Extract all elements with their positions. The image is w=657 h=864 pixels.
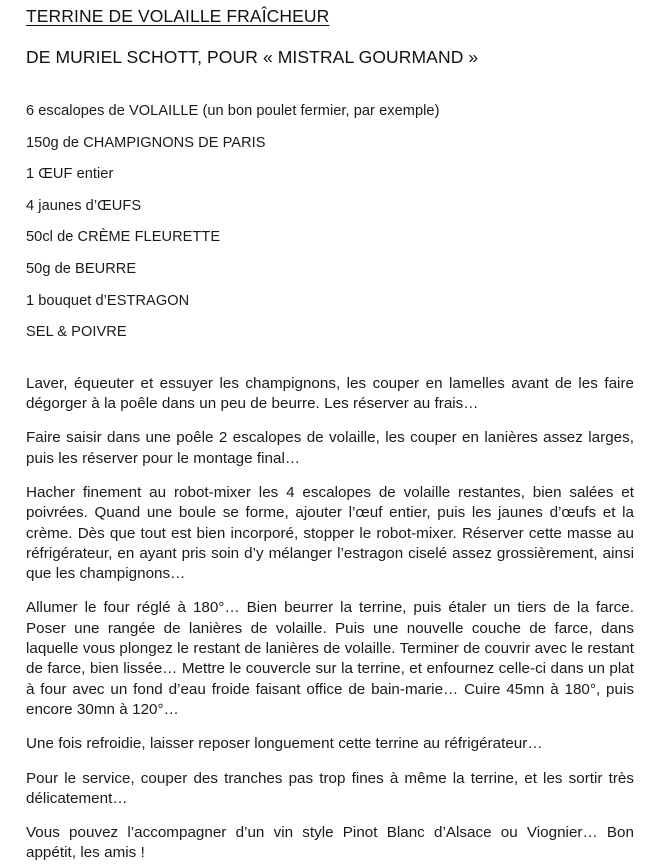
- list-item: 50g de BEURRE: [26, 260, 137, 277]
- list-item: 1 bouquet d’ESTRAGON: [26, 292, 190, 309]
- instruction-paragraph: Une fois refroidie, laisser reposer longuement cette terrine au réfrigérateur…: [26, 735, 543, 753]
- page-title: [26, 8, 634, 26]
- list-item: 1 ŒUF entier: [26, 166, 114, 183]
- list-item: 150g de CHAMPIGNONS DE PARIS: [26, 134, 266, 151]
- page-title-text: TERRINE DE VOLAILLE FRAÎCHEUR: [26, 6, 330, 26]
- instruction-paragraph: Faire saisir dans une poêle 2 escalopes de volaille, les couper en lanières assez larges, puis les réserver pour le montage final…: [26, 429, 634, 467]
- instruction-paragraph: Allumer le four réglé à 180°… Bien beurrer la terrine, puis étaler un tiers de la farce. Poser une rangée de lanières de volaille. Puis une nouvelle couche de farce, dans laquelle vous plongez le restant de lanières de volaille. Terminer de couvrir avec le restant de farce, bien lissée… Mettre le couvercle sur la terrine, et enfournez celle-ci dans un plat à four avec un fond d’eau froide faisant office de bain-marie… Cuire 45mn à 180°, puis encore 30mn à 120°…: [26, 599, 634, 718]
- list-item: 50cl de CRÈME FLEURETTE: [26, 229, 221, 246]
- instructions-section: [26, 374, 634, 864]
- instruction-paragraph: Vous pouvez l’accompagner d’un vin style Pinot Blanc d’Alsace ou Viognier… Bon appétit, les amis !: [26, 824, 634, 862]
- recipe-subtitle-row: [26, 46, 634, 67]
- list-item: SEL & POIVRE: [26, 324, 127, 341]
- recipe-title-row: [26, 8, 634, 26]
- instruction-paragraph: Laver, équeuter et essuyer les champignons, les couper en lamelles avant de les faire dégorger à la poêle dans un peu de beurre. Les réserver au frais…: [26, 374, 634, 413]
- list-item: 6 escalopes de VOLAILLE (un bon poulet fermier, par exemple): [26, 103, 440, 119]
- instruction-paragraph: Hacher finement au robot-mixer les 4 escalopes de volaille restantes, bien salées et poivrées. Quand une boule se forme, ajouter l’œuf entier, puis les jaunes d’œufs et la crème. Dès que tout est bien incorporé, stopper le robot-mixer. Réserver cette masse au réfrigérateur, en ayant pris soin d’y mélanger l’estragon ciselé assez grossièrement, ainsi que les champignons…: [26, 483, 634, 583]
- instruction-paragraph: Pour le service, couper des tranches pas trop fines à même la terrine, et les sortir très délicatement…: [26, 769, 634, 807]
- page-subtitle: DE MURIEL SCHOTT, POUR « MISTRAL GOURMAND »: [26, 46, 479, 67]
- list-item: 4 jaunes d’ŒUFS: [26, 197, 142, 214]
- ingredients-list: [26, 104, 634, 340]
- recipe-content: [26, 0, 634, 864]
